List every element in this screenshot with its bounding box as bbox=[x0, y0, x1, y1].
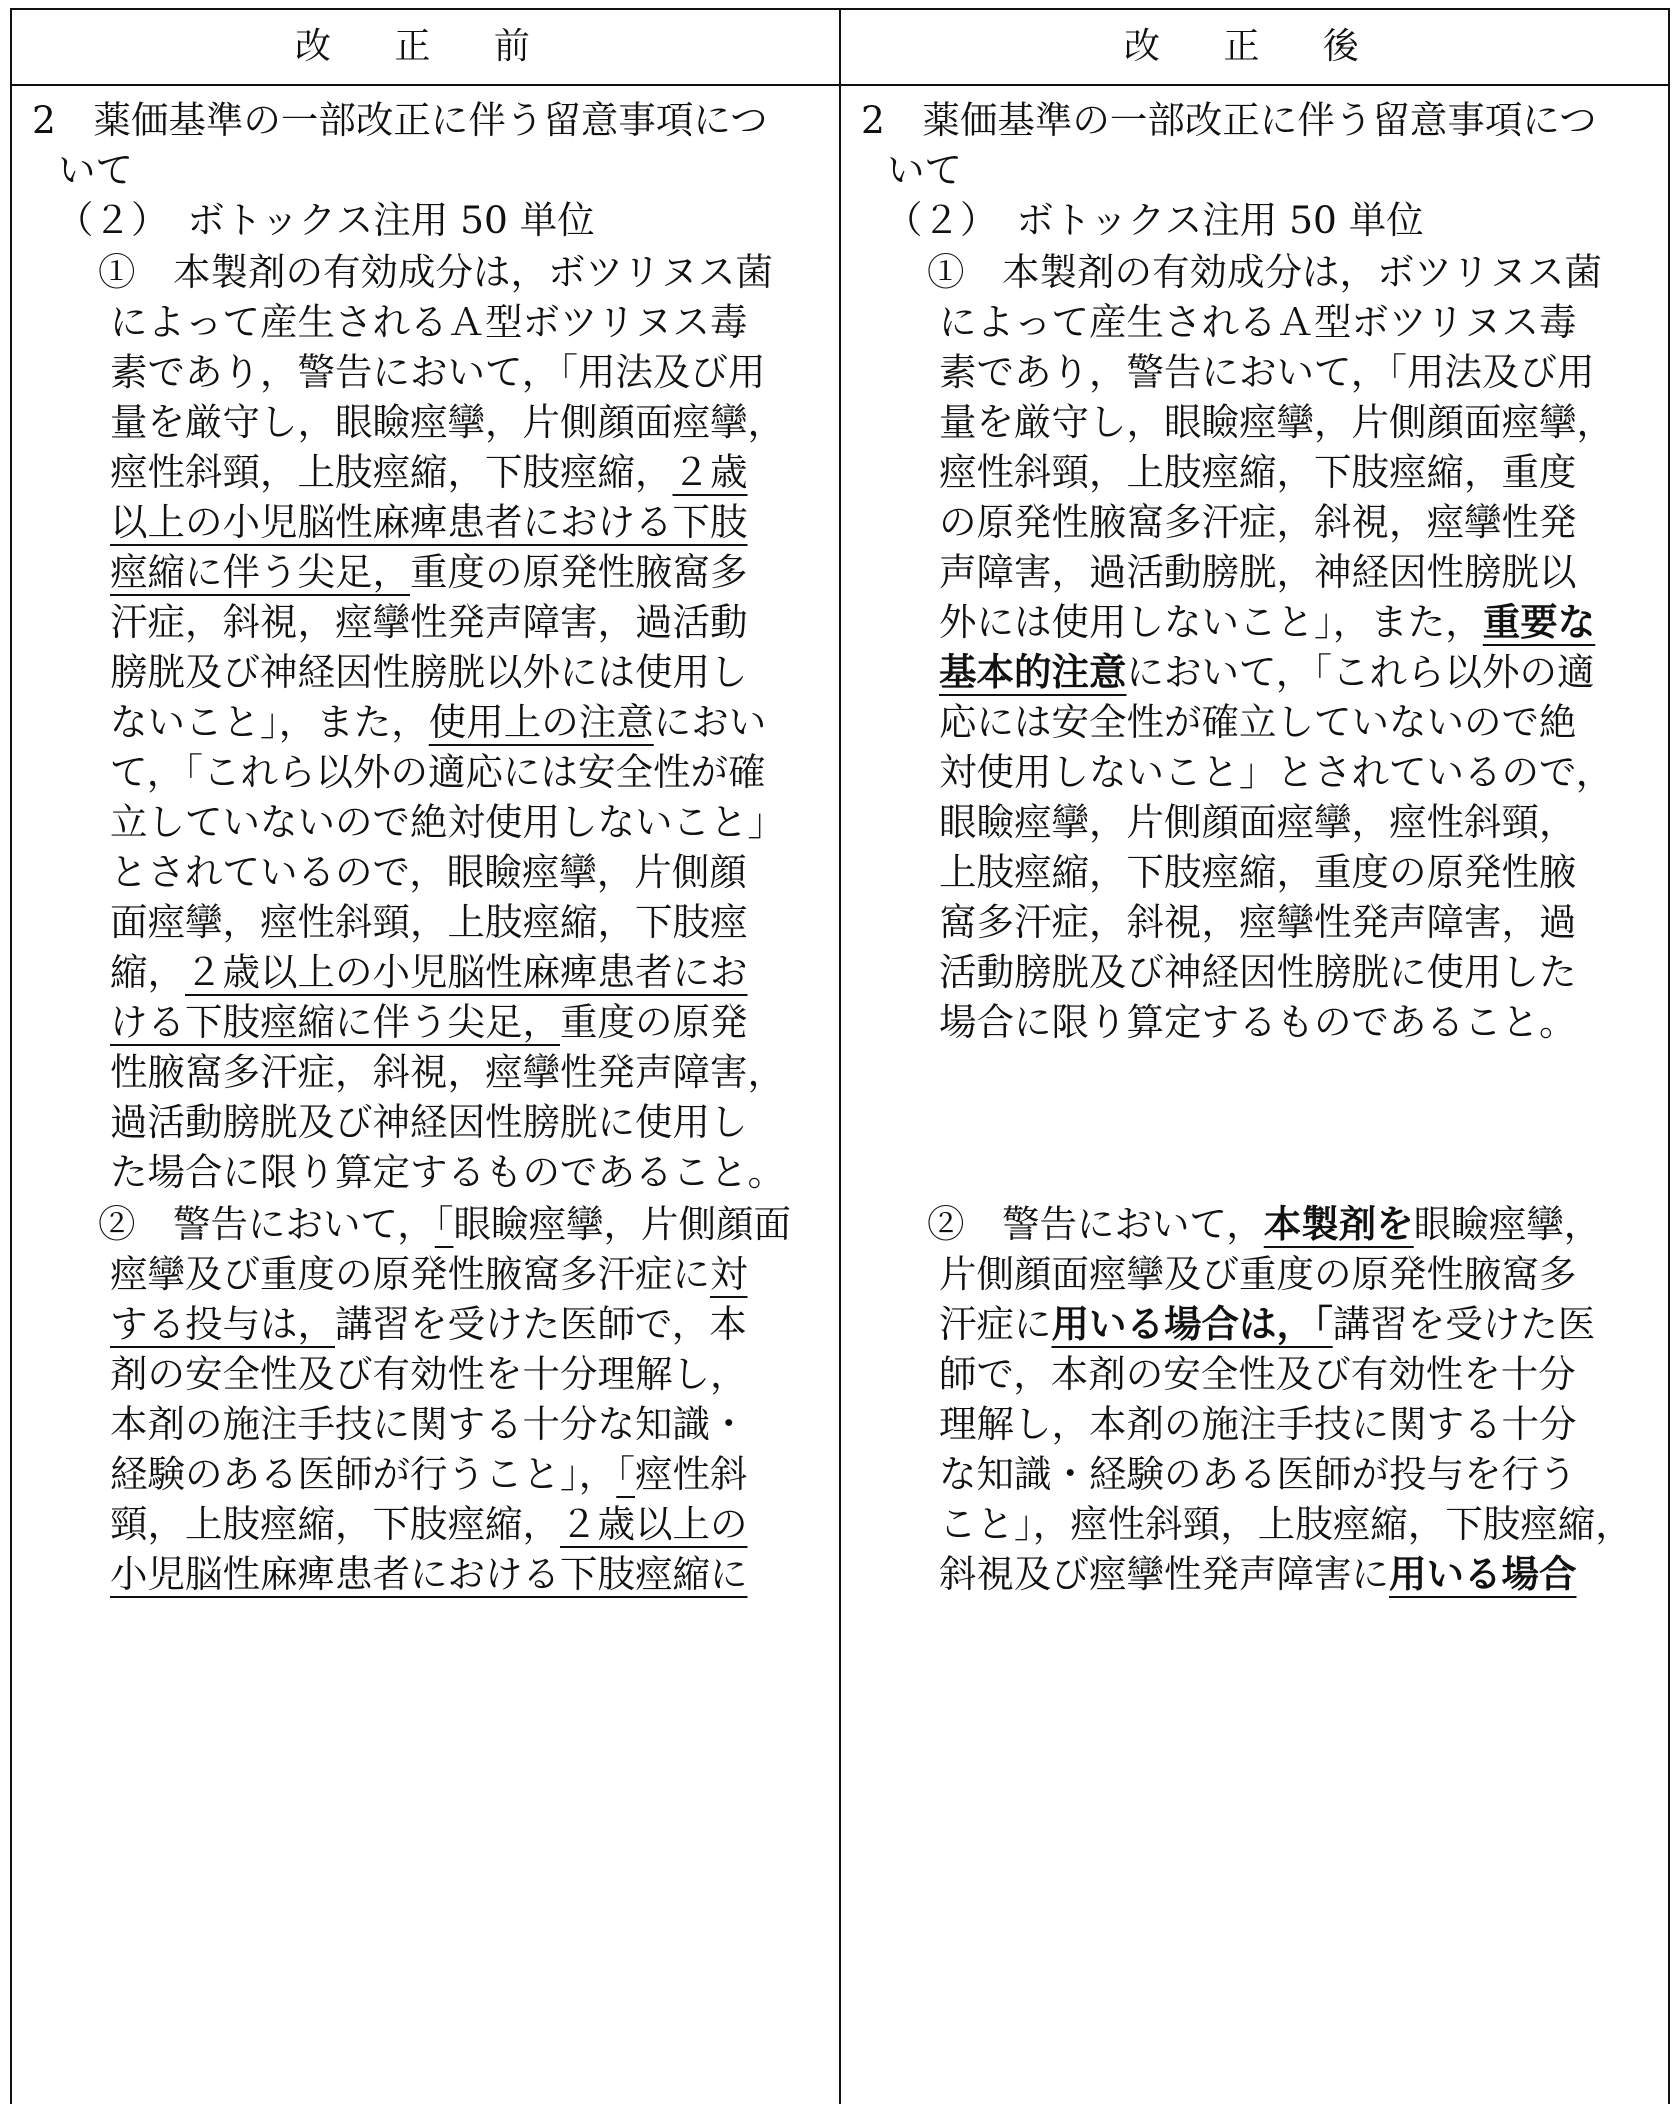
item2-line bbox=[939, 1544, 1577, 1604]
text-segment: におい bbox=[653, 700, 767, 744]
changed-text: 対 bbox=[710, 1252, 748, 1296]
item1-line: 立していないので絶対使用しないこと」 bbox=[110, 800, 785, 844]
changed-text: 使用上の注意 bbox=[428, 700, 654, 744]
subsection-heading: （２） ボトックス注用 50 単位 bbox=[56, 198, 595, 242]
item2-line: 本剤の施注手技に関する十分な知識・ bbox=[110, 1402, 748, 1446]
header-before: 改 正 前 bbox=[295, 26, 556, 67]
text-segment: 痙性斜 bbox=[635, 1452, 748, 1496]
changed-text: ２歳以上の bbox=[560, 1502, 748, 1546]
changed-text: ける下肢痙縮に伴う尖足， bbox=[110, 1000, 560, 1044]
text-segment: ② 警告において， bbox=[927, 1202, 1264, 1246]
item1-line: 過活動膀胱及び神経因性膀胱に使用し bbox=[110, 1100, 748, 1144]
text-segment: ないこと」，また， bbox=[110, 700, 429, 744]
item1-line: 対使用しないこと」とされているので， bbox=[939, 750, 1614, 794]
item2-line: こと」，痙性斜頸，上肢痙縮，下肢痙縮， bbox=[939, 1502, 1633, 1546]
text-segment: 痙性斜頸，上肢痙縮，下肢痙縮， bbox=[110, 450, 673, 494]
text-segment: において，「これら以外の適 bbox=[1126, 650, 1595, 694]
text-segment: 講習を受けた医 bbox=[1332, 1302, 1596, 1346]
item1-line: ① 本製剤の有効成分は，ボツリヌス菌 bbox=[98, 250, 773, 294]
item1-line: 量を厳守し，眼瞼痙攣，片側顔面痙攣， bbox=[110, 400, 785, 444]
changed-text: 以上の小児脳性麻痺患者における下肢 bbox=[110, 500, 748, 544]
changed-text: 基本的注意 bbox=[939, 650, 1127, 694]
text-segment: 重度の原発 bbox=[560, 1000, 748, 1044]
item2-line: 片側顔面痙攣及び重度の原発性腋窩多 bbox=[939, 1252, 1577, 1296]
text-segment: 経験のある医師が行うこと」， bbox=[110, 1452, 617, 1496]
item1-line: 素であり，警告において，「用法及び用 bbox=[939, 350, 1595, 394]
header-after: 改 正 後 bbox=[1124, 26, 1385, 67]
item1-line: て，「これら以外の適応には安全性が確 bbox=[110, 750, 766, 794]
item1-line: 素であり，警告において，「用法及び用 bbox=[110, 350, 766, 394]
item1-line: 応には安全性が確立していないので絶 bbox=[939, 700, 1577, 744]
header-divider bbox=[12, 84, 1668, 86]
section-heading-cont: いて bbox=[887, 148, 962, 192]
changed-text: 「 bbox=[434, 1202, 454, 1246]
item2-line: な知識・経験のある医師が投与を行う bbox=[939, 1452, 1577, 1496]
item1-line: 窩多汗症，斜視，痙攣性発声障害，過 bbox=[939, 900, 1577, 944]
item1-line: ① 本製剤の有効成分は，ボツリヌス菌 bbox=[927, 250, 1602, 294]
changed-text: ２歳 bbox=[672, 450, 748, 494]
changed-text: 重要な bbox=[1482, 600, 1596, 644]
text-segment: 講習を受けた医師で，本 bbox=[335, 1302, 747, 1346]
item1-line: た場合に限り算定するものであること。 bbox=[110, 1150, 785, 1194]
item2-line: 師で，本剤の安全性及び有効性を十分 bbox=[939, 1352, 1576, 1396]
item1-line: によって産生されるＡ型ボツリヌス毒 bbox=[110, 300, 748, 344]
changed-text: 用いる場合 bbox=[1389, 1552, 1577, 1596]
text-segment: 眼瞼痙攣，片側顔面 bbox=[453, 1202, 791, 1246]
changed-text: 痙縮に伴う尖足， bbox=[110, 550, 410, 594]
item1-line: 場合に限り算定するものであること。 bbox=[939, 1000, 1577, 1044]
item1-line: の原発性腋窩多汗症，斜視，痙攣性発 bbox=[939, 500, 1577, 544]
item2-line: 剤の安全性及び有効性を十分理解し， bbox=[110, 1352, 748, 1396]
subsection-heading: （２） ボトックス注用 50 単位 bbox=[885, 198, 1424, 242]
text-segment: 痙攣及び重度の原発性腋窩多汗症に bbox=[110, 1252, 710, 1296]
item1-line: 性腋窩多汗症，斜視，痙攣性発声障害， bbox=[110, 1050, 785, 1094]
column-divider bbox=[839, 10, 841, 2104]
section-heading: 2 薬価基準の一部改正に伴う留意事項につ bbox=[32, 98, 768, 142]
text-segment: 重度の原発性腋窩多 bbox=[410, 550, 748, 594]
section-heading: 2 薬価基準の一部改正に伴う留意事項につ bbox=[861, 98, 1597, 142]
changed-text: ２歳以上の小児脳性麻痺患者にお bbox=[185, 950, 748, 994]
item1-line: 活動膀胱及び神経因性膀胱に使用した bbox=[939, 950, 1577, 994]
item1-line: 眼瞼痙攣，片側顔面痙攣，痙性斜頸， bbox=[939, 800, 1577, 844]
changed-text: 「 bbox=[616, 1452, 635, 1496]
text-segment: ② 警告において， bbox=[98, 1202, 435, 1246]
item1-line: 上肢痙縮，下肢痙縮，重度の原発性腋 bbox=[939, 850, 1577, 894]
item1-line: 汗症，斜視，痙攣性発声障害，過活動 bbox=[110, 600, 748, 644]
text-segment: 汗症に bbox=[939, 1302, 1052, 1346]
item2-line: 理解し，本剤の施注手技に関する十分 bbox=[939, 1402, 1577, 1446]
changed-text: 本製剤を bbox=[1263, 1202, 1414, 1246]
text-segment: 外には使用しないこと」，また， bbox=[939, 600, 1483, 644]
item1-line: 痙性斜頸，上肢痙縮，下肢痙縮，重度 bbox=[939, 450, 1577, 494]
item1-line: によって産生されるＡ型ボツリヌス毒 bbox=[939, 300, 1577, 344]
changed-text: 用いる場合は，「 bbox=[1051, 1302, 1333, 1346]
changed-text: 小児脳性麻痺患者における下肢痙縮に bbox=[110, 1552, 748, 1596]
item1-line: 声障害，過活動膀胱，神経因性膀胱以 bbox=[939, 550, 1577, 594]
item1-line: 面痙攣，痙性斜頸，上肢痙縮，下肢痙 bbox=[110, 900, 748, 944]
item1-line: とされているので，眼瞼痙攣，片側顔 bbox=[110, 850, 747, 894]
changed-text: する投与は， bbox=[110, 1302, 335, 1346]
comparison-table bbox=[10, 8, 1670, 2104]
text-segment: 縮， bbox=[110, 950, 185, 994]
text-segment: 斜視及び痙攣性発声障害に bbox=[939, 1552, 1389, 1596]
section-heading-cont: いて bbox=[58, 148, 133, 192]
text-segment: 頸，上肢痙縮，下肢痙縮， bbox=[110, 1502, 560, 1546]
text-segment: 眼瞼痙攣， bbox=[1413, 1202, 1602, 1246]
item1-line: 量を厳守し，眼瞼痙攣，片側顔面痙攣， bbox=[939, 400, 1614, 444]
item1-line: 膀胱及び神経因性膀胱以外には使用し bbox=[110, 650, 748, 694]
